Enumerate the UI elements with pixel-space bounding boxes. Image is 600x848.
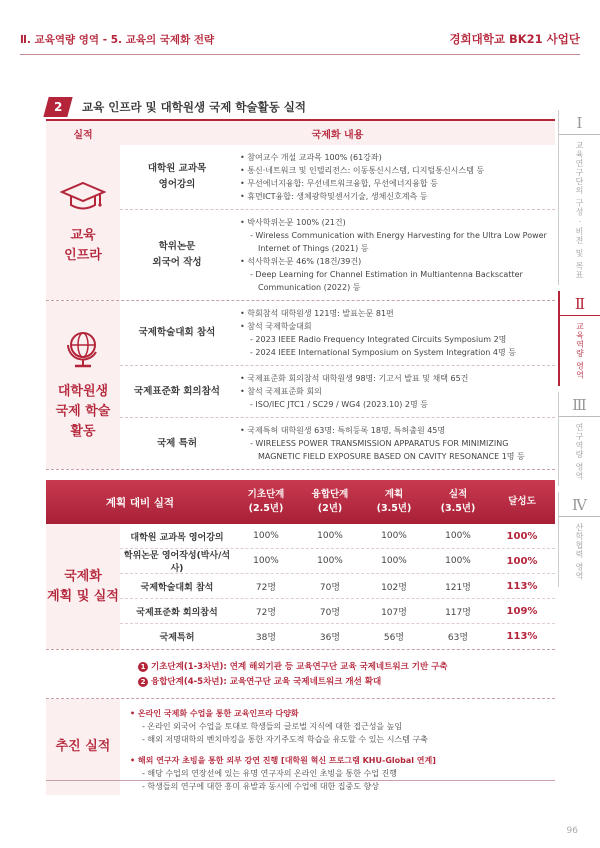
table-group [46, 145, 555, 301]
group-label: 대학원생 국제 학술 활동 [55, 384, 111, 439]
plan-notes [46, 650, 555, 699]
content-line: • 학회참석 대학원생 121명: 발표논문 81편 [240, 309, 394, 318]
plan-value-cell: 100% [445, 556, 471, 566]
graduation-cap-icon [60, 180, 106, 218]
plan-value-cell: 72명 [255, 582, 277, 593]
row-content [234, 418, 555, 469]
content-line: - Deep Learning for Channel Estimation in Multiantenna Backscatter Communication (2022) 등 [250, 270, 523, 292]
achievement-rate: 113% [506, 631, 538, 642]
section-title-text: 교육 인프라 및 대학원생 국제 학술활동 실적 [82, 100, 306, 114]
note-text: 융합단계(4-5차년): 교육연구단 교육 국제네트워크 개선 확대 [151, 677, 382, 687]
plan-header-cell: 실적 (3.5년) [440, 489, 476, 514]
row-label: 학위논문 외국어 작성 [152, 241, 202, 268]
plan-header-cell: 융합단계 (2년) [311, 489, 349, 514]
plan-value-cell: 36명 [319, 633, 341, 643]
row-content [234, 210, 555, 300]
plan-value-cell: 107명 [381, 607, 407, 618]
globe-icon [63, 328, 103, 374]
plan-row [120, 524, 555, 549]
plan-value-cell: 117명 [445, 607, 471, 618]
plan-title: 계획 대비 실적 [105, 496, 175, 509]
achievement-rate: 113% [506, 580, 538, 592]
plan-value-cell: 56명 [383, 633, 405, 643]
plan-row-label: 학위논문 영어작성(박사/석사) [123, 551, 231, 574]
plan-value-cell: 100% [445, 531, 471, 541]
note-number-badge: 1 [138, 662, 148, 672]
header-divider [20, 54, 580, 55]
content-line: - Wireless Communication with Energy Harvesting for the Ultra Low Power Internet of Things (2021) 등 [250, 231, 547, 253]
plan-value-cell: 100% [317, 531, 343, 541]
plan-value-cell: 38명 [255, 633, 277, 643]
plan-row [120, 574, 555, 599]
content-line: - WIRELESS POWER TRANSMISSION APPARATUS FOR MINIMIZING MAGNETIC FIELD EXPOSURE BASED ON CAVITY RESONANCE 1명 등 [250, 439, 525, 461]
note-text: 기초단계(1-3차년): 연계 해외기관 등 교육연구단 교육 국제네트워크 기반 구축 [151, 662, 448, 672]
plan-value-cell: 63명 [447, 633, 469, 643]
plan-group-label: 국제화 계획 및 실적 [46, 524, 120, 649]
promotion-section [46, 699, 555, 801]
promotion-item-detail: - 해외 저명대학의 벤치마킹을 통한 자기주도적 학습을 유도할 수 있는 시스템 구축 [142, 735, 428, 744]
table-row [120, 301, 555, 366]
chapter-tab-numeral: Ⅲ [559, 396, 600, 417]
chapter-tab[interactable] [558, 291, 600, 386]
content-line: - 2024 IEEE International Symposium on System Integration 4명 등 [250, 348, 516, 357]
plan-value-cell: 100% [381, 531, 407, 541]
table-row [120, 145, 555, 210]
plan-header-cell: 계획 (3.5년) [376, 489, 412, 514]
content-line: • 휴먼ICT융합: 생체광학및센서기술, 생체신호계측 등 [240, 192, 428, 201]
section-number-badge: 2 [43, 97, 72, 117]
chapter-tab-numeral: Ⅳ [559, 496, 600, 517]
table-group [46, 301, 555, 470]
content-line: - 2023 IEEE Radio Frequency Integrated Circuits Symposium 2명 [250, 335, 507, 344]
plan-row-label: 국제표준화 회의참석 [136, 607, 218, 618]
table-body [46, 145, 555, 470]
plan-value-cell: 72명 [255, 607, 277, 618]
plan-rows [120, 524, 555, 649]
plan-table-body [46, 524, 555, 650]
group-label-cell [46, 145, 120, 300]
promotion-item-detail: - 학생들의 연구에 대한 흥미 유발과 동시에 수업에 대한 집중도 향상 [142, 782, 379, 791]
promotion-item-title: • 온라인 국제화 수업을 통한 교육인프라 다양화 [130, 709, 299, 718]
header-col-content: 국제화 내용 [311, 129, 364, 141]
plan-table [46, 480, 555, 801]
content-line: • 참석 국제학술대회 [240, 322, 312, 331]
chapter-tab-label: 연구역량 영역 [575, 422, 584, 481]
content-line: • 참석 국제표준화 회의 [240, 387, 322, 396]
note-number-badge: 2 [138, 677, 148, 687]
plan-note [138, 675, 555, 690]
row-content [234, 301, 555, 365]
achievement-rate: 100% [506, 555, 538, 567]
content-line: • 석사학위논문 46% (18건/39건) [240, 257, 362, 266]
main-content [46, 119, 555, 801]
plan-value-cell: 100% [253, 531, 279, 541]
plan-value-cell: 100% [253, 556, 279, 566]
plan-header-cell: 달성도 [508, 496, 536, 507]
header-organization: 경희대학교 BK21 사업단 [449, 32, 580, 46]
content-line: • 박사학위논문 100% (21건) [240, 218, 346, 227]
row-content [234, 366, 555, 417]
chapter-tab-label: 교육연구단의 구성 · 비전 및 목표 [575, 141, 584, 280]
group-label-cell [46, 301, 120, 469]
row-content [234, 145, 555, 209]
plan-value-cell: 100% [317, 556, 343, 566]
content-line: • 무선에너지융합: 무선네트워크융합, 무선에너지융합 등 [240, 179, 438, 188]
plan-row-label: 국제학술대회 참석 [140, 582, 214, 593]
promotion-item-title: • 해외 연구자 초빙을 통한 외부 강연 진행 [대학원 혁신 프로그램 KHU-Global 연계] [130, 756, 436, 765]
plan-value-cell: 102명 [381, 582, 407, 593]
content-line: • 참여교수 개설 교과목 100% (61강좌) [240, 153, 382, 162]
plan-value-cell: 100% [381, 556, 407, 566]
row-label: 대학원 교과목 영어강의 [147, 163, 207, 190]
chapter-tab[interactable] [558, 392, 600, 487]
plan-row-label: 대학원 교과목 영어강의 [130, 532, 224, 543]
chapter-tab-numeral: Ⅱ [560, 295, 600, 316]
plan-table-header [46, 480, 555, 524]
page-number: 96 [566, 826, 578, 836]
plan-row [120, 549, 555, 574]
content-line: • 국제특허 대학원생 63명: 특허등록 18명, 특허출원 45명 [240, 426, 446, 435]
row-label: 국제학술대회 참석 [138, 327, 216, 338]
content-line: - ISO/IEC JTC1 / SC29 / WG4 (2023.10) 2명 등 [250, 400, 428, 409]
plan-row [120, 599, 555, 624]
chapter-tab-label: 교육역량 영역 [575, 322, 585, 380]
chapter-tab[interactable] [558, 110, 600, 285]
table-header [46, 119, 555, 145]
section-title [46, 96, 306, 118]
promotion-label: 추진 실적 [46, 699, 120, 795]
table-row [120, 418, 555, 469]
achievement-rate: 100% [506, 530, 538, 542]
plan-value-cell: 70명 [319, 607, 341, 618]
table-row [120, 210, 555, 300]
content-line: • 통신·네트워크 및 인텔리전스: 이동통신시스템, 디지털통신시스템 등 [240, 166, 485, 175]
chapter-side-tabs [558, 110, 600, 593]
plan-value-cell: 70명 [319, 582, 341, 593]
achievement-rate: 109% [506, 605, 538, 617]
page-header [20, 28, 580, 50]
promotion-item-detail: - 온라인 외국어 수업을 토대로 학생들의 글로벌 지식에 대한 접근성을 높임 [142, 722, 403, 731]
table-row [120, 366, 555, 418]
plan-value-cell: 121명 [445, 582, 471, 593]
plan-row-label: 국제특허 [159, 633, 195, 643]
row-label: 국제표준화 회의참석 [134, 385, 220, 397]
chapter-tab-label: 산학협력 영역 [575, 523, 584, 581]
plan-header-cell: 기초단계 (2.5년) [247, 489, 285, 514]
plan-note [138, 660, 555, 675]
plan-row [120, 624, 555, 649]
promotion-content [120, 699, 555, 801]
chapter-tab[interactable] [558, 492, 600, 587]
row-label: 국제 특허 [156, 437, 197, 449]
header-chapter: Ⅱ. 교육역량 영역 - 5. 교육의 국제화 전략 [20, 33, 215, 46]
group-label: 교육 인프라 [64, 227, 102, 263]
chapter-tab-numeral: Ⅰ [559, 114, 600, 135]
bottom-divider [46, 780, 555, 781]
content-line: • 국제표준화 회의참석 대학원생 98명: 기고서 발표 및 채택 65건 [240, 374, 469, 383]
header-col-performance: 실적 [73, 129, 93, 141]
promotion-item-detail: - 해당 수업의 연장선에 있는 유명 연구자의 온라인 초빙을 통한 수업 진행 [142, 769, 397, 778]
